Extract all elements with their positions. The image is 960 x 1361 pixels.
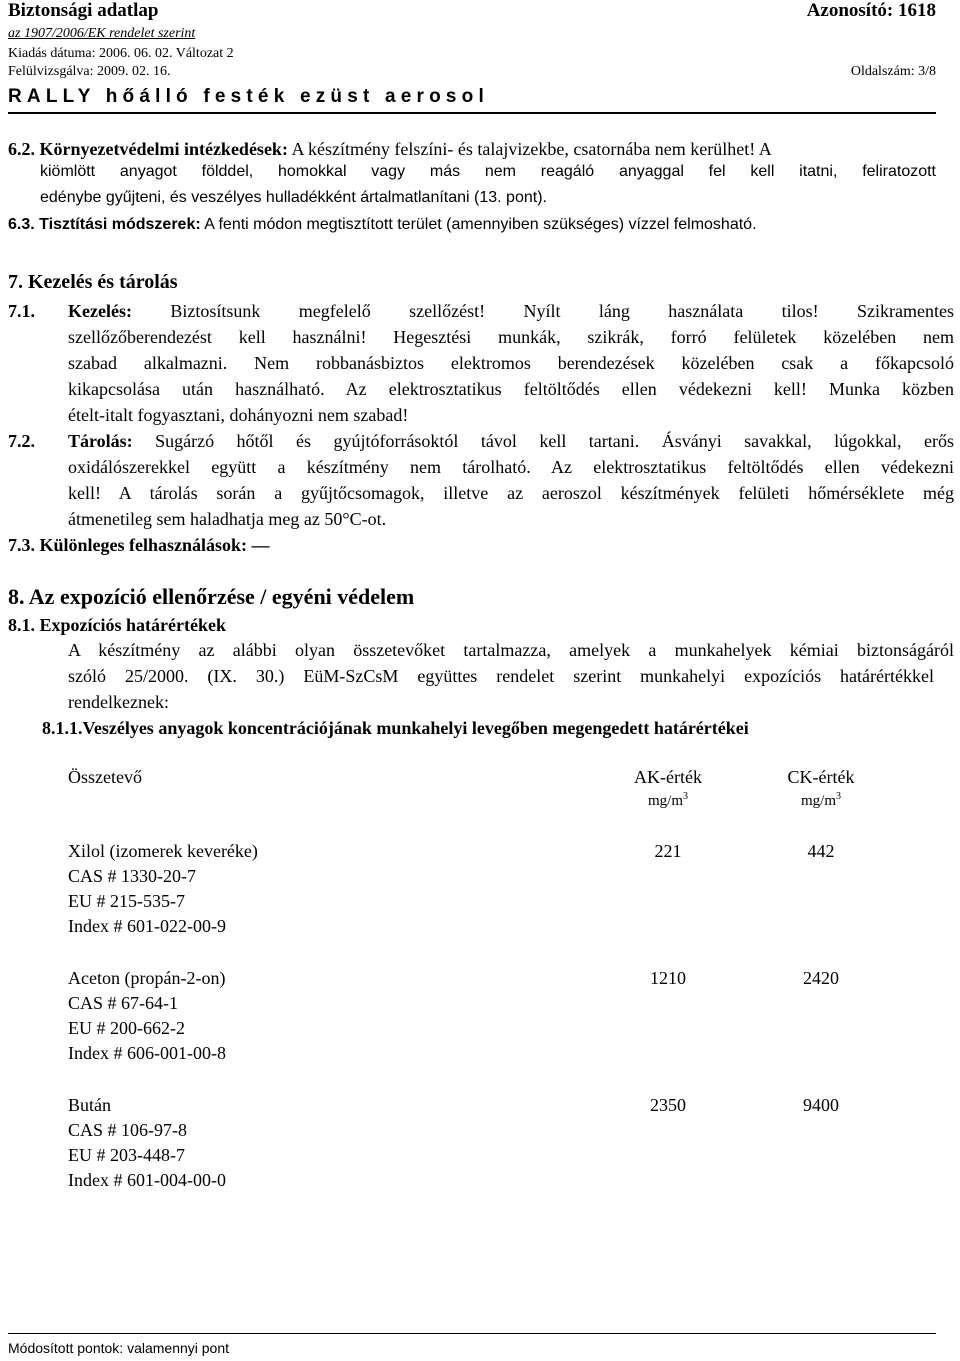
section-7-3 bbox=[8, 532, 270, 558]
section-7-2-line: oxidálószerekkel együtt a készítmény nem tárolható. Az elektrosztatikus feltöltődés ellen védekezni bbox=[68, 457, 954, 477]
section-6-2-line: kiömlött anyagot földdel, homokkal vagy más nem reagáló anyaggal fel kell itatni, feliratozott bbox=[40, 163, 936, 180]
section-7-1-number: 7.1. bbox=[8, 301, 35, 321]
component-name: Aceton (propán-2-on) bbox=[68, 968, 226, 988]
section-text: A készítmény felszíni- és talajvizekbe, csatornába nem kerülhet! A bbox=[291, 139, 772, 159]
component-index: Index # 601-004-00-0 bbox=[68, 1170, 226, 1190]
component-eu: EU # 203-448-7 bbox=[68, 1145, 185, 1165]
ak-value: 1210 bbox=[650, 968, 686, 988]
regulation-reference: az 1907/2006/EK rendelet szerint bbox=[8, 26, 196, 41]
section-6-2-line: edénybe gyűjteni, és veszélyes hulladékként ártalmatlanítani (13. pont). bbox=[40, 189, 547, 206]
section-6-2 bbox=[8, 136, 772, 162]
component-cas: CAS # 106-97-8 bbox=[68, 1120, 188, 1140]
component-name: Xilol (izomerek keveréke) bbox=[68, 841, 258, 861]
document-identifier: Azonosító: 1618 bbox=[806, 0, 936, 21]
component-eu: EU # 200-662-2 bbox=[68, 1018, 185, 1038]
component-eu: EU # 215-535-7 bbox=[68, 891, 185, 911]
section-8-1-line: A készítmény az alábbi olyan összetevőket tartalmazza, amelyek a munkahelyek kémiai biztonságáról bbox=[68, 640, 954, 660]
footer-divider bbox=[8, 1333, 936, 1334]
section-7-1-line: szellőzőberendezést kell használni! Hegesztési munkák, szikrák, forró felületek közelében nem bbox=[68, 327, 954, 347]
section-7-1-line: Kezelés: Biztosítsunk megfelelő szellőzést! Nyílt láng használata tilos! Szikramentes bbox=[68, 301, 955, 321]
ak-value: 221 bbox=[654, 841, 682, 861]
ck-value: 2420 bbox=[803, 968, 839, 988]
ak-value: 2350 bbox=[650, 1095, 686, 1115]
section-7-2-number: 7.2. bbox=[8, 431, 35, 451]
product-name: RALLY hőálló festék ezüst aerosol bbox=[8, 86, 489, 107]
revision-date: Felülvizsgálva: 2009. 02. 16. bbox=[8, 64, 171, 79]
section-7-2-line: kell! A tárolás során a gyűjtőcsomagok, illetve az aeroszol készítmények felületi hőmérséklete még bbox=[68, 483, 954, 503]
section-7-1-line: ételt-italt fogyasztani, dohányozni nem szabad! bbox=[68, 405, 409, 425]
section-label: Tisztítási módszerek: bbox=[39, 216, 201, 233]
section-7-2-line: átmenetileg sem haladhatja meg az 50°C-ot. bbox=[68, 509, 387, 529]
section-7-1-line: szabad alkalmazni. Nem robbanásbiztos elektromos berendezések közelében csak a főkapcsoló bbox=[68, 353, 954, 373]
document-title: Biztonsági adatlap bbox=[8, 0, 159, 21]
section-label: Kezelés: bbox=[68, 301, 132, 321]
table-row bbox=[68, 1093, 226, 1193]
table-row bbox=[68, 966, 226, 1066]
section-number: 7.3. bbox=[8, 535, 35, 555]
ck-value: 442 bbox=[807, 841, 835, 861]
component-cas: CAS # 67-64-1 bbox=[68, 993, 179, 1013]
ck-value: 9400 bbox=[803, 1095, 839, 1115]
section-7-2-line: Tárolás: Sugárzó hőtől és gyújtóforrásoktól távol kell tartani. Ásványi savakkal, lúgokkal, erős bbox=[68, 431, 954, 451]
component-index: Index # 606-001-00-8 bbox=[68, 1043, 226, 1063]
section-8-1-1-title: 8.1.1.Veszélyes anyagok koncentrációjának munkahelyi levegőben megengedett határértékei bbox=[42, 718, 749, 738]
component-index: Index # 601-022-00-9 bbox=[68, 916, 226, 936]
issue-date: Kiadás dátuma: 2006. 06. 02. Változat 2 bbox=[8, 46, 234, 61]
column-header-ck: CK-érték bbox=[787, 767, 855, 787]
table-row bbox=[68, 839, 258, 939]
section-7-title: 7. Kezelés és tárolás bbox=[8, 271, 178, 293]
footer-note: Módosított pontok: valamennyi pont bbox=[8, 1340, 230, 1356]
section-8-1-title: 8.1. Expozíciós határértékek bbox=[8, 615, 226, 635]
section-number: 6.3. bbox=[8, 216, 35, 233]
component-cas: CAS # 1330-20-7 bbox=[68, 866, 197, 886]
unit-ck: $mg/m^3$ bbox=[800, 791, 841, 809]
unit-ak: $mg/m^3$ bbox=[647, 791, 688, 809]
component-name: Bután bbox=[68, 1095, 111, 1115]
section-8-1-line: rendelkeznek: bbox=[68, 692, 169, 712]
section-label: Környezetvédelmi intézkedések: bbox=[39, 139, 288, 159]
section-8-1-line: szóló 25/2000. (IX. 30.) EüM-SzCsM együttes rendelet szerint munkahelyi expozíciós határértékkel bbox=[68, 666, 934, 686]
section-8-title: 8. Az expozíció ellenőrzése / egyéni védelem bbox=[8, 584, 415, 609]
header-divider bbox=[8, 112, 936, 114]
section-label: Tárolás: bbox=[68, 431, 133, 451]
section-text: A fenti módon megtisztított terület (amennyiben szükséges) vízzel felmosható. bbox=[204, 216, 757, 233]
column-header-component: Összetevő bbox=[68, 767, 142, 787]
column-header-ak: AK-érték bbox=[634, 767, 702, 787]
section-label: Különleges felhasználások: — bbox=[39, 535, 270, 555]
section-7-1-line: kikapcsolása után használható. Az elektrosztatikus feltöltődés ellen védekezni kell! Munka közben bbox=[68, 379, 954, 399]
section-6-3 bbox=[8, 216, 757, 234]
page-number: Oldalszám: 3/8 bbox=[850, 64, 936, 79]
section-number: 6.2. bbox=[8, 139, 35, 159]
